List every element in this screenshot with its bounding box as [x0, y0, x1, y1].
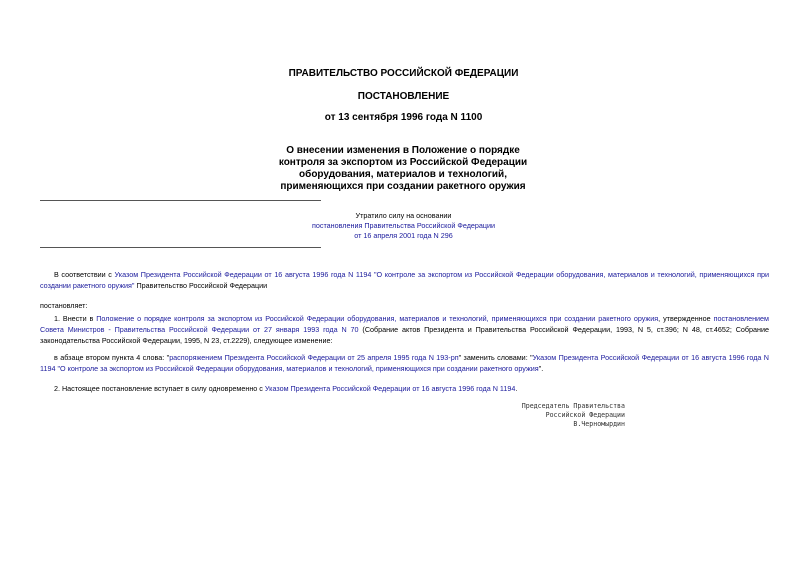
preamble-paragraph [40, 269, 769, 291]
presidential-decree-link[interactable]: Указом Президента Российской Федерации от 16 августа 1996 года N 1194 "О контроле за экспортом из Российской Федерации оборудования, материалов и технологий, применяющихся при создании ракетного оружия [40, 353, 769, 373]
signature-name: В.Черномырдин [573, 420, 625, 428]
document-date-number: от 13 сентября 1996 года N 1100 [324, 112, 483, 123]
clause-2-paragraph [40, 383, 769, 394]
title-line: О внесении изменения в Положение о порядке [286, 145, 520, 156]
paragraph-text: В соответствии с [54, 270, 115, 279]
signature-country: Российской Федерации [545, 411, 625, 419]
paragraph-text: в абзаце втором пункта 4 слова: " [54, 353, 170, 362]
title-line: оборудования, материалов и технологий, [299, 169, 507, 180]
clause-1-paragraph [40, 313, 769, 346]
paragraph-text: ". [538, 364, 544, 373]
paragraph-text: 1. Внести в [54, 314, 97, 323]
paragraph-text: . [515, 384, 518, 393]
status-link-line[interactable]: от 16 апреля 2001 года N 296 [354, 231, 453, 240]
status-note [290, 211, 517, 241]
paragraph-text: , утвержденное [658, 314, 714, 323]
status-note-text: Утратило силу на основании [355, 211, 452, 220]
paragraph-text: " заменить словами: " [458, 353, 533, 362]
paragraph-text: Правительство Российской Федерации [134, 281, 268, 290]
document-type-heading: ПОСТАНОВЛЕНИЕ [357, 91, 450, 102]
divider-bottom [40, 247, 321, 248]
document-title [200, 145, 606, 193]
council-resolution-link[interactable]: постановлением Совета Министров - Правительства Российской Федерации от 27 января 1993 года N 70 [40, 314, 769, 334]
presidential-order-link[interactable]: распоряжением Президента Российской Федерации от 25 апреля 1995 года N 193-рп [169, 353, 459, 362]
title-line: контроля за экспортом из Российской Федерации [278, 157, 528, 168]
government-heading: ПРАВИТЕЛЬСТВО РОССИЙСКОЙ ФЕДЕРАЦИИ [288, 68, 519, 79]
regulation-link[interactable]: Положение о порядке контроля за экспортом из Российской Федерации оборудования, материалов и технологий, применяющихся при создании ракетного оружия [96, 314, 659, 323]
presidential-decree-link[interactable]: Указом Президента Российской Федерации от 16 августа 1996 года N 1194 [264, 384, 516, 393]
resolves-paragraph: постановляет: [40, 301, 88, 310]
amendment-paragraph [40, 352, 769, 374]
paragraph-text: 2. Настоящее постановление вступает в силу одновременно с [54, 384, 265, 393]
divider-top [40, 200, 321, 201]
signature-block [495, 402, 625, 429]
signature-position: Председатель Правительства [521, 402, 625, 410]
presidential-decree-link[interactable]: Указом Президента Российской Федерации от 16 августа 1996 года N 1194 "О контроле за экспортом из Российской Федерации оборудования, материалов и технологий, применяющихся при создании ракетного оружия" [40, 270, 769, 290]
status-link-line[interactable]: постановления Правительства Российской Федерации [311, 221, 496, 230]
paragraph-text: (Собрание актов Президента и Правительства Российской Федерации, 1993, N 5, ст.396; N 48, ст.4652; Собрание законодательства Российской Федерации, 1995, N 23, ст.2229), следующее изменение: [40, 325, 769, 345]
title-line: применяющихся при создании ракетного оружия [280, 181, 526, 192]
